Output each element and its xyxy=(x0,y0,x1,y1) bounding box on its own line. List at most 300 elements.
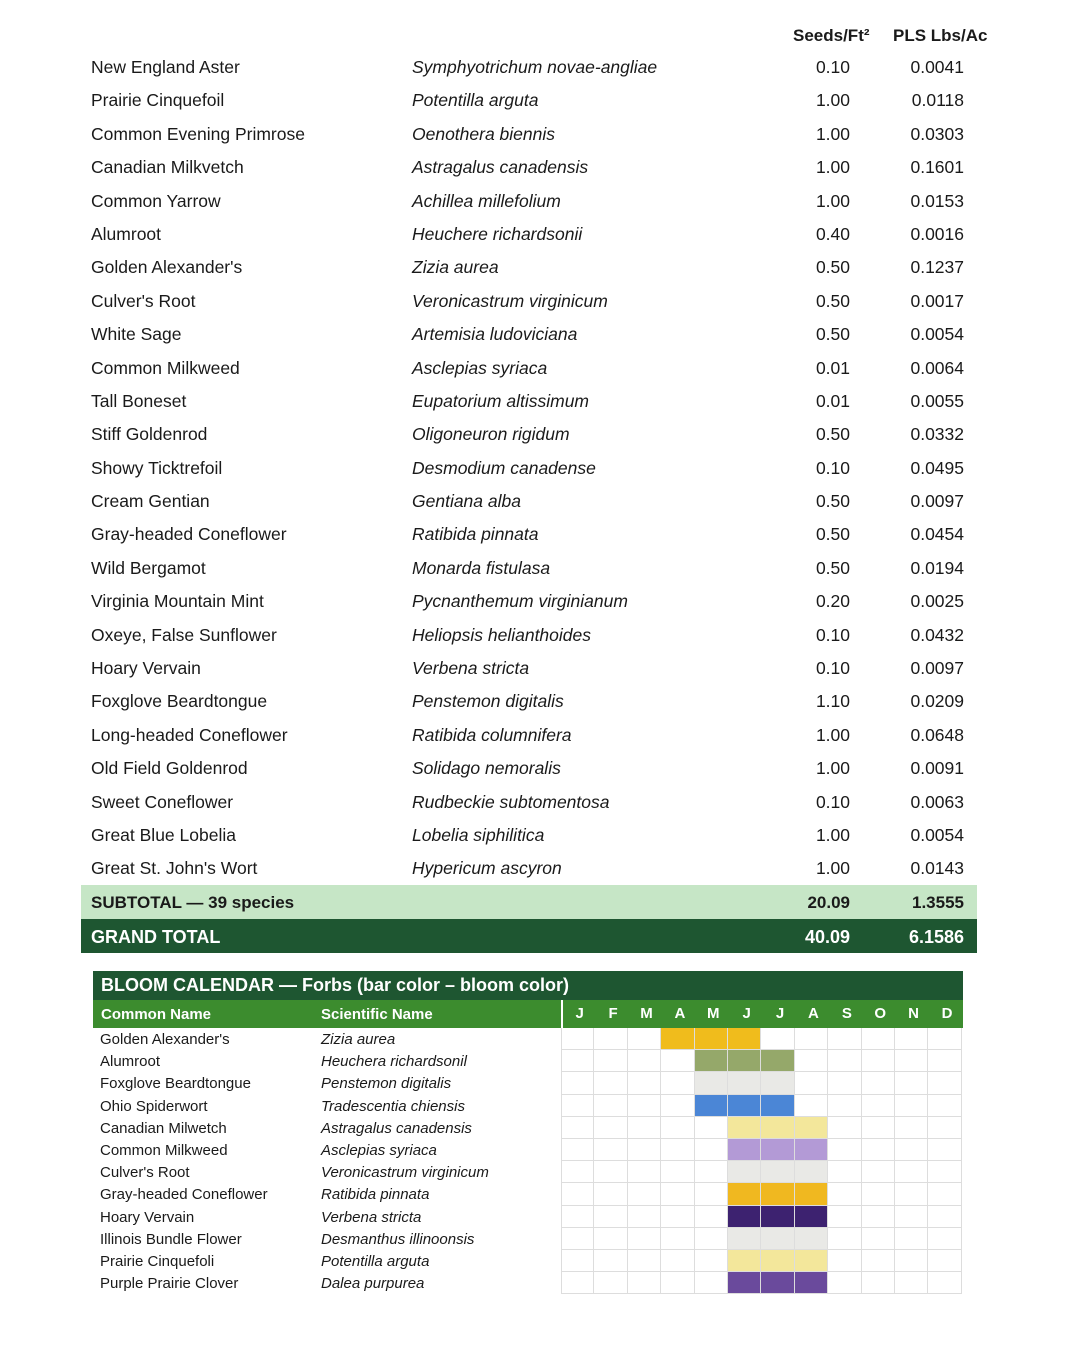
bloom-scientific-name: Asclepias syriaca xyxy=(321,1141,437,1159)
month-cell xyxy=(695,1272,728,1294)
species-scientific-name: Pycnanthemum virginianum xyxy=(412,591,628,612)
species-pls-lbs-per-acre: 0.0097 xyxy=(910,491,964,512)
species-scientific-name: Hypericum ascyron xyxy=(412,858,562,879)
month-cell xyxy=(561,1250,594,1272)
month-cell xyxy=(862,1072,895,1094)
species-scientific-name: Artemisia ludoviciana xyxy=(412,324,578,345)
month-cell xyxy=(828,1028,861,1050)
month-cell xyxy=(695,1206,728,1228)
species-common-name: Common Evening Primrose xyxy=(91,123,305,144)
bloom-common-name: Prairie Cinquefoli xyxy=(100,1252,215,1270)
month-cell xyxy=(928,1095,961,1117)
bloom-month-grid xyxy=(561,1072,962,1094)
bloom-bar-cell xyxy=(795,1183,828,1205)
bloom-common-name: Purple Prairie Clover xyxy=(100,1275,239,1293)
month-cell xyxy=(795,1072,828,1094)
species-scientific-name: Monarda fistulasa xyxy=(412,557,551,578)
species-scientific-name: Ratibida pinnata xyxy=(412,524,539,545)
species-row xyxy=(0,552,1080,585)
month-cell xyxy=(594,1050,627,1072)
month-cell xyxy=(828,1206,861,1228)
species-row xyxy=(0,151,1080,184)
species-common-name: Oxeye, False Sunflower xyxy=(91,624,277,645)
species-seeds-per-ft2: 0.10 xyxy=(815,791,850,812)
month-header: J xyxy=(775,1005,785,1022)
grand-total-label: GRAND TOTAL xyxy=(91,927,221,947)
month-cell xyxy=(561,1095,594,1117)
month-cell xyxy=(628,1139,661,1161)
species-scientific-name: Rudbeckie subtomentosa xyxy=(412,791,610,812)
species-table xyxy=(0,51,1080,886)
month-cell xyxy=(928,1272,961,1294)
bloom-bar-cell xyxy=(795,1250,828,1272)
bloom-bar-cell xyxy=(728,1250,761,1272)
bloom-month-grid xyxy=(561,1139,962,1161)
month-cell xyxy=(661,1117,694,1139)
species-pls-lbs-per-acre: 0.0648 xyxy=(910,724,964,745)
species-seeds-per-ft2: 0.50 xyxy=(815,290,850,311)
bloom-bar-cell xyxy=(728,1028,761,1050)
subtotal-seeds: 20.09 xyxy=(807,893,850,912)
species-pls-lbs-per-acre: 0.0025 xyxy=(910,591,964,612)
bloom-common-name: Culver's Root xyxy=(100,1164,190,1182)
species-common-name: Cream Gentian xyxy=(91,491,210,512)
month-cell xyxy=(628,1161,661,1183)
month-cell xyxy=(628,1183,661,1205)
month-cell xyxy=(561,1072,594,1094)
species-scientific-name: Heuchere richardsonii xyxy=(412,223,583,244)
month-cell xyxy=(862,1272,895,1294)
month-cell xyxy=(895,1228,928,1250)
species-row xyxy=(0,251,1080,284)
species-seeds-per-ft2: 0.50 xyxy=(815,424,850,445)
bloom-month-grid xyxy=(561,1228,962,1250)
month-cell xyxy=(895,1206,928,1228)
bloom-bar-cell xyxy=(728,1272,761,1294)
month-cell xyxy=(895,1117,928,1139)
species-scientific-name: Lobelia siphilitica xyxy=(412,824,545,845)
bloom-row xyxy=(93,1028,963,1050)
subtotal-pls: 1.3555 xyxy=(912,893,964,912)
bloom-bar-cell xyxy=(761,1206,794,1228)
month-cell xyxy=(594,1028,627,1050)
species-seeds-per-ft2: 0.40 xyxy=(815,223,850,244)
bloom-calendar xyxy=(93,971,963,1294)
bloom-bar-cell xyxy=(728,1206,761,1228)
species-row xyxy=(0,418,1080,451)
month-cell xyxy=(862,1250,895,1272)
species-common-name: Hoary Vervain xyxy=(91,658,201,679)
species-pls-lbs-per-acre: 0.0041 xyxy=(910,57,964,77)
species-pls-lbs-per-acre: 0.0054 xyxy=(910,824,964,845)
seeds-per-ft2-header: Seeds/Ft² xyxy=(793,26,870,45)
species-row xyxy=(0,752,1080,785)
month-cell xyxy=(661,1161,694,1183)
bloom-row xyxy=(93,1228,963,1250)
bloom-bar-cell xyxy=(795,1139,828,1161)
species-pls-lbs-per-acre: 0.0091 xyxy=(910,758,964,779)
month-cell xyxy=(928,1228,961,1250)
species-scientific-name: Gentiana alba xyxy=(412,491,521,512)
month-cell xyxy=(561,1117,594,1139)
month-header: A xyxy=(808,1005,819,1022)
month-cell xyxy=(895,1139,928,1161)
species-scientific-name: Asclepias syriaca xyxy=(412,357,548,378)
month-cell xyxy=(561,1272,594,1294)
month-cell xyxy=(895,1183,928,1205)
species-pls-lbs-per-acre: 0.0332 xyxy=(910,424,964,445)
bloom-common-name: Foxglove Beardtongue xyxy=(100,1075,251,1093)
bloom-scientific-name: Verbena stricta xyxy=(321,1208,422,1226)
bloom-month-grid xyxy=(561,1183,962,1205)
species-common-name: Stiff Goldenrod xyxy=(91,424,208,445)
month-header: F xyxy=(608,1005,618,1022)
col-scientific-name: Scientific Name xyxy=(321,1006,433,1023)
month-cell xyxy=(862,1161,895,1183)
month-header: J xyxy=(575,1005,584,1022)
species-scientific-name: Achillea millefolium xyxy=(412,190,561,211)
month-header: D xyxy=(941,1005,953,1022)
month-cell xyxy=(661,1228,694,1250)
month-cell xyxy=(661,1272,694,1294)
species-common-name: Golden Alexander's xyxy=(91,257,243,278)
species-common-name: Old Field Goldenrod xyxy=(91,758,248,779)
month-cell xyxy=(895,1095,928,1117)
bloom-month-grid xyxy=(561,1161,962,1183)
species-scientific-name: Solidago nemoralis xyxy=(412,758,561,779)
month-cell xyxy=(628,1117,661,1139)
bloom-calendar-header xyxy=(93,1000,963,1028)
species-pls-lbs-per-acre: 0.0017 xyxy=(910,290,964,311)
bloom-scientific-name: Astragalus canadensis xyxy=(321,1119,472,1137)
bloom-month-grid xyxy=(561,1206,962,1228)
bloom-common-name: Golden Alexander's xyxy=(100,1031,230,1048)
bloom-row xyxy=(93,1139,963,1161)
bloom-month-grid xyxy=(561,1272,962,1294)
species-seeds-per-ft2: 1.00 xyxy=(815,90,850,111)
bloom-common-name: Alumroot xyxy=(100,1053,161,1071)
month-cell xyxy=(594,1228,627,1250)
bloom-bar-cell xyxy=(761,1161,794,1183)
species-row xyxy=(0,318,1080,351)
month-header: A xyxy=(674,1005,686,1022)
species-pls-lbs-per-acre: 0.0194 xyxy=(910,557,964,578)
bloom-scientific-name: Tradescentia chiensis xyxy=(321,1097,465,1115)
month-header: S xyxy=(841,1005,852,1022)
month-cell xyxy=(561,1028,594,1050)
month-cell xyxy=(561,1228,594,1250)
species-common-name: Great St. John's Wort xyxy=(91,858,258,879)
species-pls-lbs-per-acre: 0.0016 xyxy=(910,223,964,244)
month-cell xyxy=(862,1228,895,1250)
species-pls-lbs-per-acre: 0.1601 xyxy=(910,157,964,178)
species-scientific-name: Oenothera biennis xyxy=(412,123,556,144)
species-common-name: Canadian Milkvetch xyxy=(91,157,244,178)
month-cell xyxy=(628,1072,661,1094)
bloom-bar-cell xyxy=(761,1117,794,1139)
bloom-bar-cell xyxy=(728,1072,761,1094)
species-pls-lbs-per-acre: 0.0495 xyxy=(910,457,964,478)
month-cell xyxy=(628,1272,661,1294)
species-pls-lbs-per-acre: 0.0153 xyxy=(910,190,964,211)
species-row xyxy=(0,385,1080,418)
month-cell xyxy=(862,1117,895,1139)
species-seeds-per-ft2: 1.00 xyxy=(815,123,850,144)
species-seeds-per-ft2: 0.50 xyxy=(815,557,850,578)
species-row xyxy=(0,218,1080,251)
species-row xyxy=(0,786,1080,819)
species-common-name: Common Milkweed xyxy=(91,357,240,378)
month-cell xyxy=(928,1161,961,1183)
species-seeds-per-ft2: 1.00 xyxy=(815,824,850,845)
month-cell xyxy=(862,1183,895,1205)
month-cell xyxy=(661,1250,694,1272)
species-seeds-per-ft2: 0.50 xyxy=(815,324,850,345)
species-scientific-name: Ratibida columnifera xyxy=(412,724,572,745)
month-cell xyxy=(928,1183,961,1205)
month-cell xyxy=(828,1139,861,1161)
month-cell xyxy=(561,1206,594,1228)
month-cell xyxy=(862,1206,895,1228)
species-seeds-per-ft2: 0.20 xyxy=(815,591,850,612)
bloom-row xyxy=(93,1117,963,1139)
month-cell xyxy=(895,1250,928,1272)
bloom-bar-cell xyxy=(761,1250,794,1272)
bloom-calendar-body xyxy=(93,1028,963,1294)
month-cell xyxy=(628,1250,661,1272)
species-seeds-per-ft2: 1.00 xyxy=(815,157,850,178)
month-cell xyxy=(695,1117,728,1139)
month-cell xyxy=(895,1072,928,1094)
species-pls-lbs-per-acre: 0.0143 xyxy=(910,858,964,879)
species-common-name: Foxglove Beardtongue xyxy=(91,691,268,712)
month-cell xyxy=(928,1072,961,1094)
species-pls-lbs-per-acre: 0.0063 xyxy=(910,791,964,812)
month-cell xyxy=(828,1228,861,1250)
month-cell xyxy=(928,1117,961,1139)
month-cell xyxy=(862,1095,895,1117)
species-scientific-name: Potentilla arguta xyxy=(412,90,539,111)
species-seeds-per-ft2: 1.00 xyxy=(815,858,850,879)
species-scientific-name: Astragalus canadensis xyxy=(412,157,589,178)
grand-total-pls: 6.1586 xyxy=(908,927,964,947)
month-cell xyxy=(561,1139,594,1161)
species-common-name: Common Yarrow xyxy=(91,190,221,211)
bloom-bar-cell xyxy=(728,1050,761,1072)
species-pls-lbs-per-acre: 0.1237 xyxy=(910,257,964,278)
species-seeds-per-ft2: 0.50 xyxy=(815,491,850,512)
species-pls-lbs-per-acre: 0.0432 xyxy=(910,624,964,645)
species-row xyxy=(0,685,1080,718)
bloom-row xyxy=(93,1250,963,1272)
bloom-bar-cell xyxy=(728,1117,761,1139)
month-cell xyxy=(862,1028,895,1050)
month-cell xyxy=(795,1050,828,1072)
species-scientific-name: Heliopsis helianthoides xyxy=(412,624,591,645)
col-common-name: Common Name xyxy=(101,1006,212,1023)
month-cell xyxy=(828,1117,861,1139)
species-pls-lbs-per-acre: 0.0054 xyxy=(910,324,964,345)
species-seeds-per-ft2: 1.00 xyxy=(815,724,850,745)
month-cell xyxy=(594,1095,627,1117)
month-cell xyxy=(695,1139,728,1161)
month-cell xyxy=(695,1228,728,1250)
month-cell xyxy=(828,1072,861,1094)
species-seeds-per-ft2: 0.50 xyxy=(815,524,850,545)
bloom-scientific-name: Dalea purpurea xyxy=(321,1275,425,1293)
species-seeds-per-ft2: 0.10 xyxy=(815,624,850,645)
bloom-row xyxy=(93,1050,963,1072)
bloom-row xyxy=(93,1183,963,1205)
species-row xyxy=(0,485,1080,518)
month-cell xyxy=(628,1095,661,1117)
month-cell xyxy=(661,1072,694,1094)
month-cell xyxy=(628,1228,661,1250)
bloom-bar-cell xyxy=(728,1161,761,1183)
month-cell xyxy=(594,1117,627,1139)
species-seeds-per-ft2: 0.01 xyxy=(815,390,850,411)
species-pls-lbs-per-acre: 0.0055 xyxy=(910,390,964,411)
bloom-bar-cell xyxy=(761,1095,794,1117)
species-row xyxy=(0,852,1080,885)
bloom-bar-cell xyxy=(695,1072,728,1094)
species-common-name: Wild Bergamot xyxy=(91,557,206,578)
month-header: M xyxy=(707,1005,720,1022)
bloom-bar-cell xyxy=(795,1228,828,1250)
bloom-row xyxy=(93,1161,963,1183)
bloom-bar-cell xyxy=(695,1095,728,1117)
species-scientific-name: Oligoneuron rigidum xyxy=(412,424,570,445)
month-cell xyxy=(928,1250,961,1272)
species-seeds-per-ft2: 1.00 xyxy=(815,190,850,211)
bloom-bar-cell xyxy=(695,1050,728,1072)
bloom-bar-cell xyxy=(695,1028,728,1050)
species-pls-lbs-per-acre: 0.0118 xyxy=(911,90,964,111)
bloom-row xyxy=(93,1272,963,1294)
month-cell xyxy=(895,1050,928,1072)
species-row xyxy=(0,619,1080,652)
species-pls-lbs-per-acre: 0.0097 xyxy=(910,658,964,679)
month-cell xyxy=(594,1272,627,1294)
bloom-month-grid xyxy=(561,1028,962,1050)
bloom-bar-cell xyxy=(795,1206,828,1228)
species-seeds-per-ft2: 1.00 xyxy=(815,758,850,779)
species-row xyxy=(0,118,1080,151)
month-cell xyxy=(828,1250,861,1272)
species-seeds-per-ft2: 0.10 xyxy=(815,658,850,679)
bloom-month-grid xyxy=(561,1117,962,1139)
bloom-scientific-name: Veronicastrum virginicum xyxy=(321,1164,489,1182)
month-cell xyxy=(628,1028,661,1050)
month-cell xyxy=(661,1095,694,1117)
species-row xyxy=(0,285,1080,318)
bloom-bar-cell xyxy=(728,1139,761,1161)
species-scientific-name: Verbena stricta xyxy=(412,658,530,679)
species-pls-lbs-per-acre: 0.0454 xyxy=(910,524,964,545)
bloom-scientific-name: Ratibida pinnata xyxy=(321,1186,430,1204)
species-row xyxy=(0,719,1080,752)
month-header: M xyxy=(640,1005,653,1022)
bloom-common-name: Hoary Vervain xyxy=(100,1208,195,1226)
month-cell xyxy=(661,1183,694,1205)
species-common-name: White Sage xyxy=(91,324,182,345)
month-cell xyxy=(561,1161,594,1183)
subtotal-label: SUBTOTAL — 39 species xyxy=(91,893,295,912)
species-common-name: Gray-headed Coneflower xyxy=(91,524,287,545)
bloom-common-name: Common Milkweed xyxy=(100,1141,228,1159)
bloom-bar-cell xyxy=(795,1272,828,1294)
bloom-bar-cell xyxy=(761,1228,794,1250)
species-common-name: Great Blue Lobelia xyxy=(91,824,236,845)
species-scientific-name: Eupatorium altissimum xyxy=(412,390,589,411)
bloom-common-name: Gray-headed Coneflower xyxy=(100,1186,268,1204)
month-cell xyxy=(594,1250,627,1272)
subtotal-row xyxy=(81,885,977,919)
species-common-name: New England Aster xyxy=(91,57,240,77)
month-cell xyxy=(661,1206,694,1228)
month-headers xyxy=(561,1000,964,1028)
species-scientific-name: Veronicastrum virginicum xyxy=(412,290,608,311)
bloom-row xyxy=(93,1072,963,1094)
bloom-bar-cell xyxy=(795,1161,828,1183)
month-header: O xyxy=(874,1005,887,1022)
species-pls-lbs-per-acre: 0.0209 xyxy=(910,691,964,712)
species-common-name: Showy Ticktrefoil xyxy=(91,457,223,478)
species-common-name: Tall Boneset xyxy=(91,390,187,411)
month-cell xyxy=(561,1183,594,1205)
species-pls-lbs-per-acre: 0.0303 xyxy=(910,123,964,144)
species-seeds-per-ft2: 0.50 xyxy=(815,257,850,278)
bloom-common-name: Illinois Bundle Flower xyxy=(100,1230,242,1248)
bloom-month-grid xyxy=(561,1095,962,1117)
species-common-name: Alumroot xyxy=(91,223,162,244)
month-cell xyxy=(594,1161,627,1183)
bloom-common-name: Canadian Milwetch xyxy=(100,1119,227,1137)
species-row xyxy=(0,84,1080,117)
bloom-row xyxy=(93,1095,963,1117)
month-cell xyxy=(695,1161,728,1183)
month-header: J xyxy=(742,1005,751,1022)
bloom-row xyxy=(93,1206,963,1228)
month-cell xyxy=(695,1183,728,1205)
bloom-bar-cell xyxy=(761,1139,794,1161)
month-cell xyxy=(661,1139,694,1161)
bloom-scientific-name: Penstemon digitalis xyxy=(321,1075,452,1093)
bloom-bar-cell xyxy=(728,1228,761,1250)
month-cell xyxy=(594,1072,627,1094)
species-row xyxy=(0,51,1080,84)
species-common-name: Long-headed Coneflower xyxy=(91,724,288,745)
bloom-month-grid xyxy=(561,1250,962,1272)
month-cell xyxy=(862,1050,895,1072)
month-cell xyxy=(628,1050,661,1072)
month-cell xyxy=(895,1028,928,1050)
bloom-common-name: Ohio Spiderwort xyxy=(100,1097,208,1115)
month-cell xyxy=(695,1250,728,1272)
month-cell xyxy=(928,1139,961,1161)
month-cell xyxy=(828,1095,861,1117)
month-cell xyxy=(828,1183,861,1205)
month-cell xyxy=(661,1050,694,1072)
month-cell xyxy=(795,1095,828,1117)
species-scientific-name: Zizia aurea xyxy=(412,257,499,278)
species-seeds-per-ft2: 0.10 xyxy=(815,457,850,478)
month-cell xyxy=(594,1183,627,1205)
month-cell xyxy=(928,1028,961,1050)
species-common-name: Culver's Root xyxy=(91,290,196,311)
bloom-bar-cell xyxy=(795,1117,828,1139)
species-seeds-per-ft2: 1.10 xyxy=(815,691,850,712)
